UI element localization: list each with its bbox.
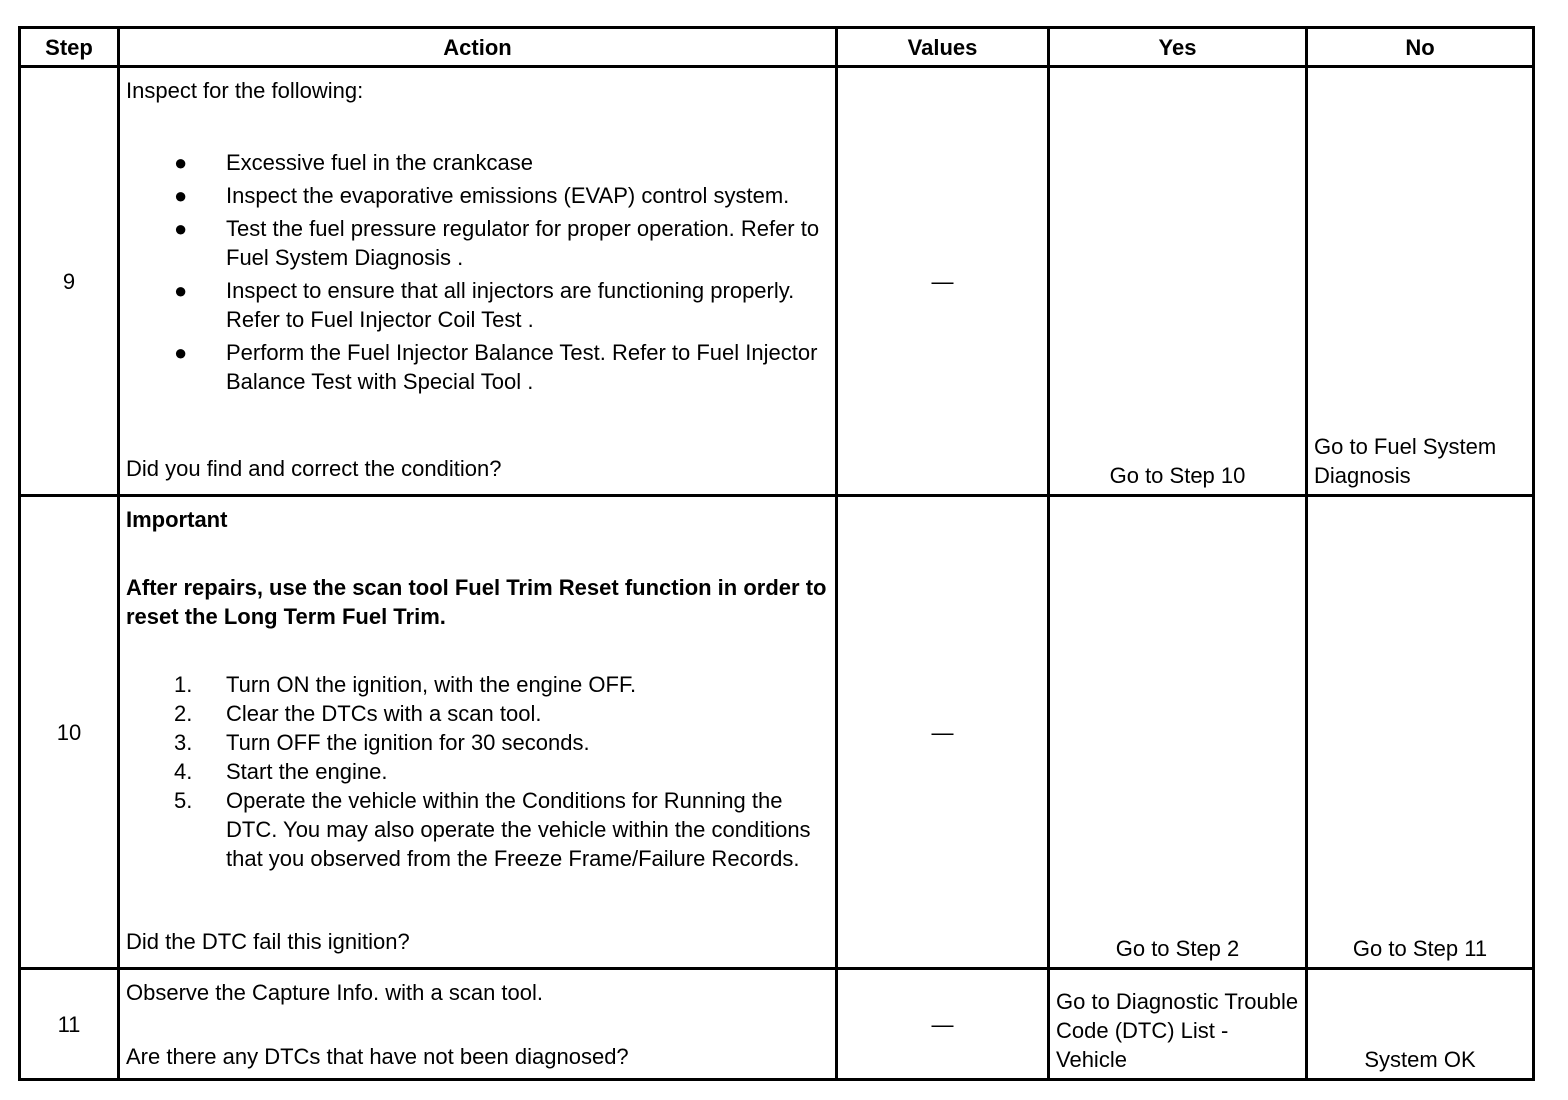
list-item: ● Excessive fuel in the crankcase bbox=[174, 150, 533, 175]
important-text: After repairs, use the scan tool Fuel Trim Reset function in order to reset the Long Term Fuel Trim. bbox=[126, 575, 827, 629]
yes-cell: Go to Step 2 bbox=[1049, 496, 1307, 969]
action-cell bbox=[119, 67, 837, 496]
action-intro: Inspect for the following: bbox=[126, 78, 364, 103]
bullet-icon: ● bbox=[174, 340, 188, 365]
list-item: 3. Turn OFF the ignition for 30 seconds. bbox=[174, 730, 590, 755]
list-item: 5. Operate the vehicle within the Conditions for Running the DTC. You may also operate the vehicle within the conditions that you observed from the Freeze Frame/Failure Records. bbox=[174, 788, 811, 871]
list-item: ● Perform the Fuel Injector Balance Test. Refer to Fuel Injector Balance Test with Special Tool . bbox=[174, 340, 818, 394]
list-item: ● Inspect to ensure that all injectors are functioning properly. Refer to Fuel Injector Coil Test . bbox=[174, 278, 795, 332]
no-cell: Go to Fuel System Diagnosis bbox=[1307, 67, 1534, 496]
list-item: 4. Start the engine. bbox=[174, 759, 388, 784]
action-question: Did you find and correct the condition? bbox=[126, 456, 502, 481]
action-intro: Observe the Capture Info. with a scan tool. bbox=[126, 980, 544, 1005]
yes-cell: Go to Step 10 bbox=[1049, 67, 1307, 496]
header-values: Values bbox=[837, 28, 1049, 67]
list-item: 1. Turn ON the ignition, with the engine OFF. bbox=[174, 672, 637, 697]
table-row bbox=[20, 496, 1534, 969]
values-cell: — bbox=[837, 496, 1049, 969]
list-item: ● Test the fuel pressure regulator for proper operation. Refer to Fuel System Diagnosis . bbox=[174, 216, 820, 270]
step-number: 10 bbox=[20, 496, 119, 969]
list-item: 2. Clear the DTCs with a scan tool. bbox=[174, 701, 542, 726]
action-question: Did the DTC fail this ignition? bbox=[126, 929, 410, 954]
important-title: Important bbox=[126, 507, 228, 532]
step-number: 9 bbox=[20, 67, 119, 496]
numbered-steps bbox=[126, 670, 829, 873]
bullet-icon: ● bbox=[174, 183, 188, 208]
action-cell bbox=[119, 496, 837, 969]
header-no: No bbox=[1307, 28, 1534, 67]
yes-cell: Go to Diagnostic Trouble Code (DTC) List - Vehicle bbox=[1049, 969, 1307, 1080]
header-step: Step bbox=[20, 28, 119, 67]
table-row bbox=[20, 67, 1534, 496]
table-row bbox=[20, 969, 1534, 1080]
diagnostic-table bbox=[18, 26, 1535, 1081]
header-action: Action bbox=[119, 28, 837, 67]
bullet-list bbox=[126, 148, 829, 396]
no-cell: Go to Step 11 bbox=[1307, 496, 1534, 969]
values-cell: — bbox=[837, 67, 1049, 496]
values-cell: — bbox=[837, 969, 1049, 1080]
header-yes: Yes bbox=[1049, 28, 1307, 67]
bullet-icon: ● bbox=[174, 150, 188, 175]
action-cell bbox=[119, 969, 837, 1080]
action-question: Are there any DTCs that have not been diagnosed? bbox=[126, 1044, 629, 1069]
bullet-icon: ● bbox=[174, 216, 188, 241]
step-number: 11 bbox=[20, 969, 119, 1080]
bullet-icon: ● bbox=[174, 278, 188, 303]
no-cell: System OK bbox=[1307, 969, 1534, 1080]
header-row bbox=[20, 28, 1534, 67]
list-item: ● Inspect the evaporative emissions (EVAP) control system. bbox=[174, 183, 790, 208]
